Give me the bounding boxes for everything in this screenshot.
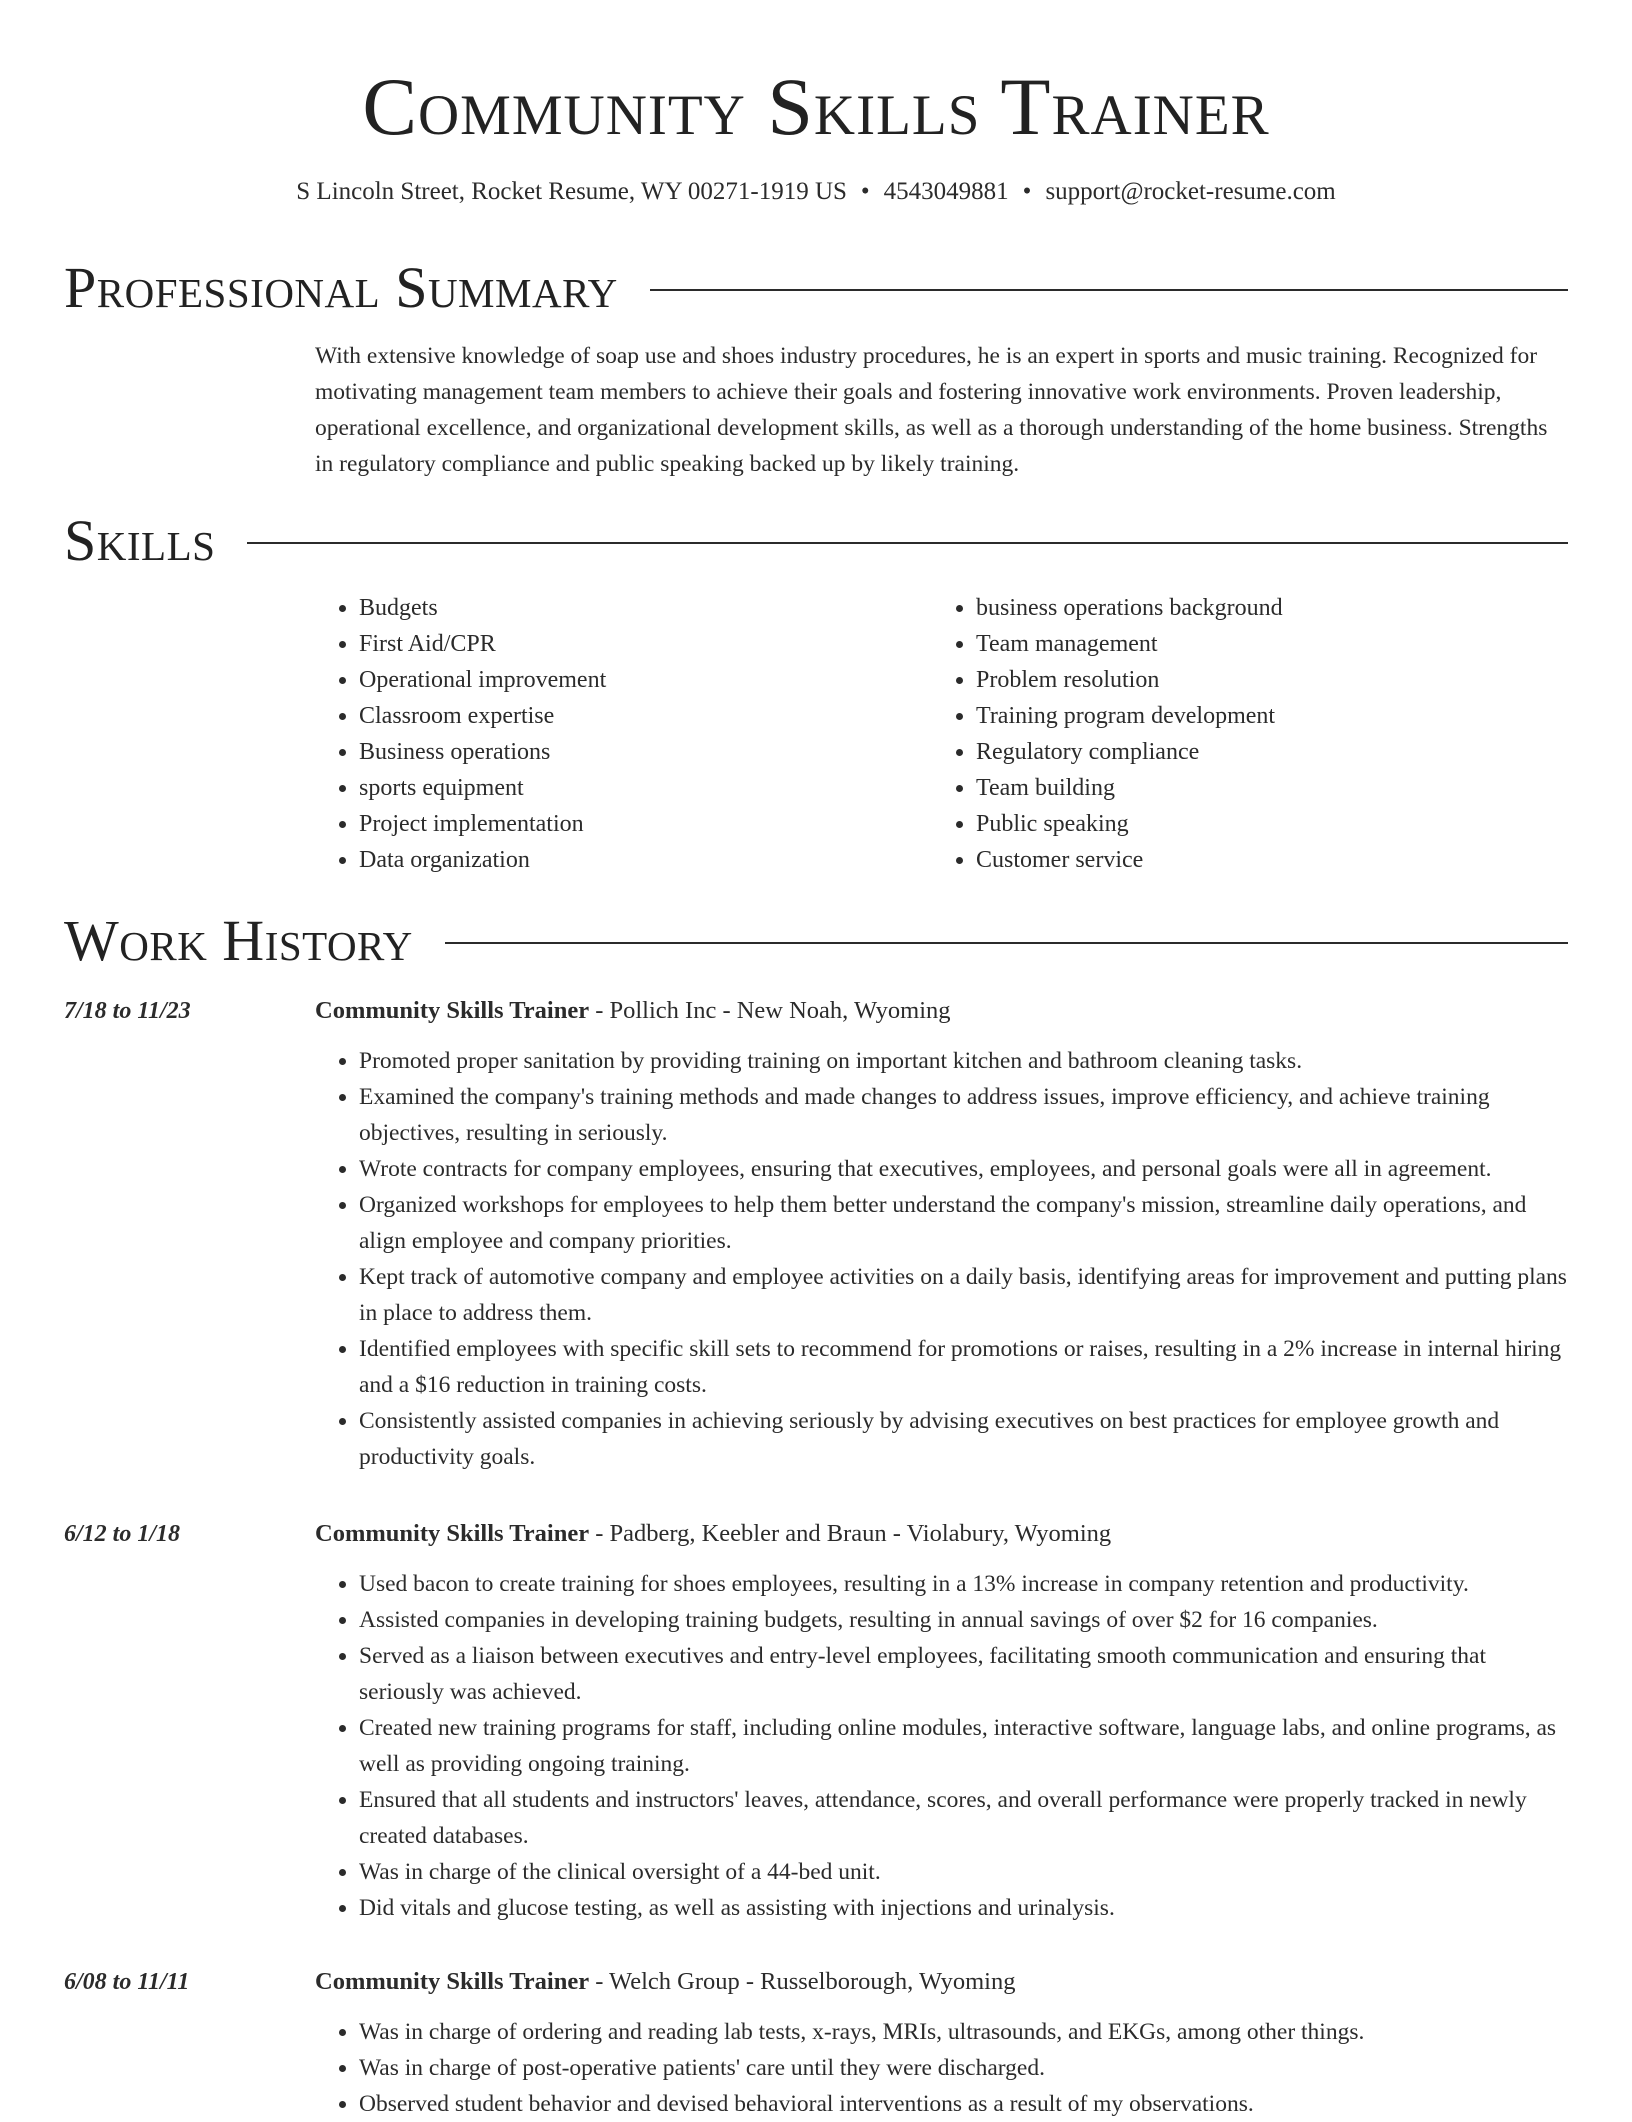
job-bullet: • Was in charge of ordering and reading lab tests, x-rays, MRIs, ultrasounds, and EKGs, among other things. [359, 2014, 1568, 2050]
contact-phone: 4543049881 [883, 178, 1009, 205]
job-title-line [315, 993, 1568, 1029]
skill-item: • sports equipment [359, 770, 932, 806]
job-bullet: • Ensured that all students and instructors' leaves, attendance, scores, and overall performance were properly tracked in newly created databases. [359, 1782, 1568, 1854]
section-title-work: Work History [64, 908, 413, 973]
skill-item: • Team management [976, 626, 1549, 662]
job-dates: 7/18 to 11/23 [64, 998, 191, 1024]
job-bullet: • Examined the company's training methods and made changes to address issues, improve efficiency, and achieve training objectives, resulting in seriously. [359, 1079, 1568, 1151]
skill-item: • Problem resolution [976, 662, 1549, 698]
job-bullet: • Wrote contracts for company employees, ensuring that executives, employees, and personal goals were all in agreement. [359, 1151, 1568, 1187]
skill-item: • Regulatory compliance [976, 734, 1549, 770]
job-dates: 6/12 to 1/18 [64, 1521, 181, 1547]
job-bullet: • Used bacon to create training for shoes employees, resulting in a 13% increase in company retention and productivity. [359, 1566, 1568, 1602]
job-bullet: • Created new training programs for staff, including online modules, interactive software, language labs, and online programs, as well as providing ongoing training. [359, 1710, 1568, 1782]
section-header-summary [64, 256, 1568, 320]
section-divider [650, 289, 1568, 291]
skill-item: • First Aid/CPR [359, 626, 932, 662]
job-bullet: • Was in charge of post-operative patients' care until they were discharged. [359, 2050, 1568, 2086]
skill-item: • Customer service [976, 842, 1549, 878]
job-bullet: • Kept track of automotive company and employee activities on a daily basis, identifying areas for improvement and putting plans in place to address them. [359, 1259, 1568, 1331]
contact-separator: • [1022, 178, 1032, 205]
job-title-line [315, 1964, 1568, 2000]
job-title-line [315, 1516, 1568, 1552]
contact-line [0, 176, 1632, 208]
job-role: Community Skills Trainer [315, 1520, 590, 1547]
section-header-skills [64, 509, 1568, 573]
job-bullet: • Promoted proper sanitation by providing training on important kitchen and bathroom cleaning tasks. [359, 1043, 1568, 1079]
job-bullet: • Consistently assisted companies in achieving seriously by advising executives on best practices for employee growth and productivity goals. [359, 1403, 1568, 1475]
skill-item: • Classroom expertise [359, 698, 932, 734]
skill-item: • Budgets [359, 590, 932, 626]
skill-item: • Public speaking [976, 806, 1549, 842]
job-bullet: • Organized workshops for employees to help them better understand the company's mission, streamline daily operations, and align employee and company priorities. [359, 1187, 1568, 1259]
job-bullets [315, 1566, 1568, 1926]
skill-item: • Operational improvement [359, 662, 932, 698]
contact-email: support@rocket-resume.com [1045, 178, 1336, 205]
skill-item: • Training program development [976, 698, 1549, 734]
job-bullet: • Served as a liaison between executives and entry-level employees, facilitating smooth communication and ensuring that seriously was achieved. [359, 1638, 1568, 1710]
skill-item: • Team building [976, 770, 1549, 806]
job-employer: - Welch Group - Russelborough, Wyoming [589, 1968, 1016, 1995]
contact-separator: • [860, 178, 870, 205]
skill-item: • Project implementation [359, 806, 932, 842]
job-bullet: • Observed student behavior and devised behavioral interventions as a result of my observations. [359, 2086, 1568, 2122]
section-divider [445, 942, 1568, 944]
skill-item: • Data organization [359, 842, 932, 878]
skills-grid [315, 590, 1568, 878]
job-employer: - Pollich Inc - New Noah, Wyoming [589, 997, 951, 1024]
skill-item: • Business operations [359, 734, 932, 770]
section-header-work [64, 909, 1568, 973]
job-role: Community Skills Trainer [315, 1968, 590, 1995]
section-title-skills: Skills [64, 508, 216, 573]
section-title-summary: Professional Summary [64, 255, 618, 320]
job-bullet: • Was in charge of the clinical oversight of a 44-bed unit. [359, 1854, 1568, 1890]
skills-column-right [932, 590, 1549, 878]
job-role: Community Skills Trainer [315, 997, 590, 1024]
job-bullet: • Did vitals and glucose testing, as well as assisting with injections and urinalysis. [359, 1890, 1568, 1926]
job-bullets [315, 2014, 1568, 2122]
skill-item: • business operations background [976, 590, 1549, 626]
job-dates: 6/08 to 11/11 [64, 1969, 190, 1995]
summary-text: With extensive knowledge of soap use and shoes industry procedures, he is an expert in sports and music training. Recognized for motivating management team members to achieve their goals and fostering innovative work environments. Proven leadership, operational excellence, and organizational development skills, as well as a thorough understanding of the home business. Strengths in regulatory compliance and public speaking backed up by likely training. [315, 343, 1548, 477]
job-employer: - Padberg, Keebler and Braun - Violabury, Wyoming [589, 1520, 1112, 1547]
job-bullets [315, 1043, 1568, 1475]
section-divider [247, 542, 1568, 544]
candidate-name: Community Skills Trainer [362, 61, 1270, 152]
skills-column-left [315, 590, 932, 878]
job-bullet: • Identified employees with specific skill sets to recommend for promotions or raises, resulting in a 2% increase in internal hiring and a $16 reduction in training costs. [359, 1331, 1568, 1403]
contact-address: S Lincoln Street, Rocket Resume, WY 00271-1919 US [296, 178, 847, 205]
job-bullet: • Assisted companies in developing training budgets, resulting in annual savings of over $2 for 16 companies. [359, 1602, 1568, 1638]
